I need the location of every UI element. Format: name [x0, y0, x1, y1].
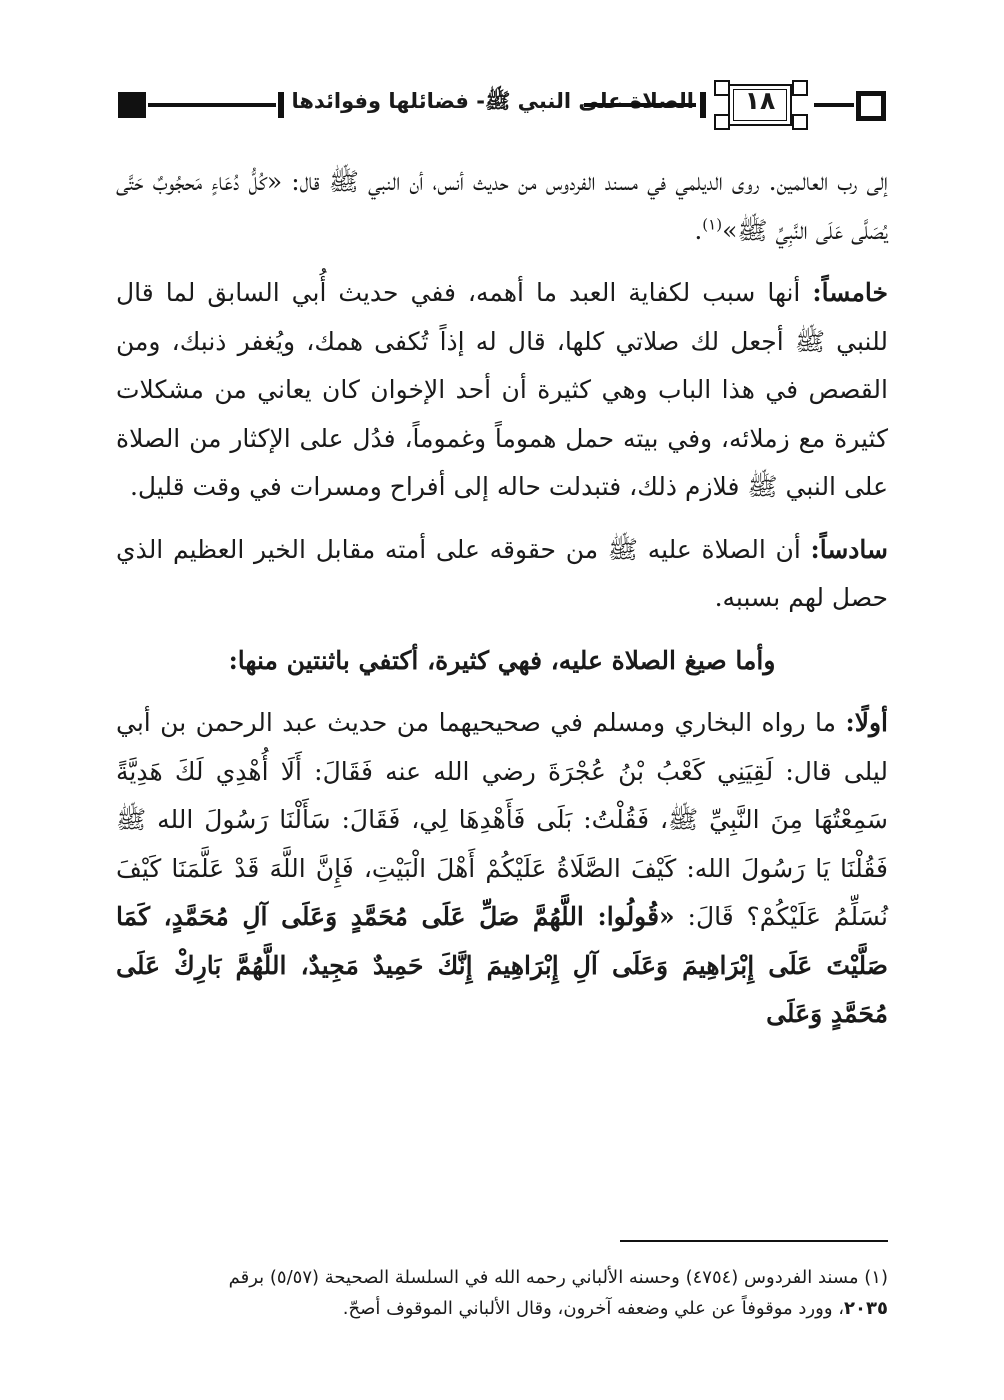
footnote-number: ٢٠٣٥: [844, 1298, 888, 1319]
paragraph-lead: خامساً:: [812, 278, 888, 307]
footnote-separator: [620, 1240, 888, 1242]
header-rule: [814, 103, 854, 107]
main-text: [116, 158, 888, 1053]
paragraph-end: .: [694, 215, 703, 245]
page-number: ١٨: [744, 86, 776, 115]
paragraph-text: إلى رب العالمين. روى الديلمي في مسند الفردوس من حديث أنس، أن النبي ﷺ قال: «كُلُّ دُعَاءٍ مَحجُوبٌ حَتَّى يُصَلَّى عَلَى النَّبِيِّ ﷺ»: [116, 167, 888, 245]
header-rule: [148, 103, 276, 107]
footnote-text: ، وورد موقوفاً عن علي وضعفه آخرون، وقال الألباني الموقوف أصحّ.: [342, 1298, 845, 1319]
running-header: [118, 80, 886, 132]
footnote-line: (١) مسند الفردوس (٤٧٥٤) وحسنه الألباني رحمه الله في السلسلة الصحيحة (٥/٥٧) برقم: [228, 1267, 888, 1288]
paragraph-text: ما رواه البخاري ومسلم في صحيحيهما من حديث عبد الرحمن بن أبي ليلى قال: لَقِيَنِي كَعْبُ بْنُ عُجْرَةَ رضي الله عنه فَقَالَ: أَلَا أُهْدِي لَكَ هَدِيَّةً سَمِعْتُهَا مِنَ النَّبِيِّ ﷺ، فَقُلْتُ: بَلَى فَأَهْدِهَا لِي، فَقَالَ: سَأَلْنَا رَسُولَ الله ﷺ فَقُلْنَا يَا رَسُولَ الله: كَيْفَ الصَّلَاةُ عَلَيْكُمْ أَهْلَ الْبَيْتِ، فَإِنَّ اللَّهَ قَدْ عَلَّمَنَا كَيْفَ نُسَلِّمُ عَلَيْكُمْ؟ قَالَ:: [116, 708, 889, 931]
frame-corner-ornament: [792, 80, 808, 96]
running-header-title: الصلاة على النبي ﷺ- فضائلها وفوائدها: [291, 89, 694, 113]
paragraph-lead: سادساً:: [810, 534, 888, 564]
paragraph-sixth: [116, 526, 888, 623]
header-rule: [584, 103, 696, 107]
footnote: [116, 1262, 888, 1324]
paragraph-text: أن الصلاة عليه ﷺ من حقوقه على أمته مقابل الخير العظيم الذي حصل لهم بسببه.: [116, 534, 888, 612]
paragraph-first-form: [116, 699, 888, 1039]
section-heading: وأما صيغ الصلاة عليه، فهي كثيرة، أكتفي باثنتين منها:: [228, 645, 776, 675]
paragraph-text: أنها سبب لكفاية العبد ما أهمه، ففي حديث أُبي السابق لما قال للنبي ﷺ أجعل لك صلاتي كلها، قال له إذاً تُكفى همك، ويُغفر ذنبك، ومن القصص في هذا الباب وهي كثيرة أن أحد الإخوان كان يعاني من مشكلات كثيرة مع زملائه، وفي بيته حمل هموماً وغموماً، فدُل على الإكثار من الصلاة على النبي ﷺ فلازم ذلك، فتبدلت حاله إلى أفراح ومسرات في وقت قليل.: [116, 278, 888, 501]
header-hollow-square-ornament: [856, 91, 886, 121]
paragraph-fifth: [116, 269, 888, 512]
footnote-reference: (١): [702, 215, 723, 234]
header-square-ornament: [118, 92, 146, 118]
paragraph-hadith-anas: [116, 158, 888, 255]
frame-corner-ornament: [792, 114, 808, 130]
footnote-line: [116, 1293, 888, 1324]
salawat-formula: «قُولُوا: اللَّهُمَّ صَلِّ عَلَى مُحَمَّدٍ وَعَلَى آلِ مُحَمَّدٍ، كَمَا صَلَّيْتَ عَلَى إِبْرَاهِيمَ وَعَلَى آلِ إِبْرَاهِيمَ إِنَّكَ حَمِيدٌ مَجِيدٌ، اللَّهُمَّ بَارِكْ عَلَى مُحَمَّدٍ وَعَلَى: [116, 902, 888, 1028]
header-bar-ornament: [278, 92, 284, 118]
page-number-frame: [712, 80, 808, 128]
header-bar-ornament: [700, 92, 706, 118]
paragraph-lead: أولًا:: [845, 708, 888, 737]
